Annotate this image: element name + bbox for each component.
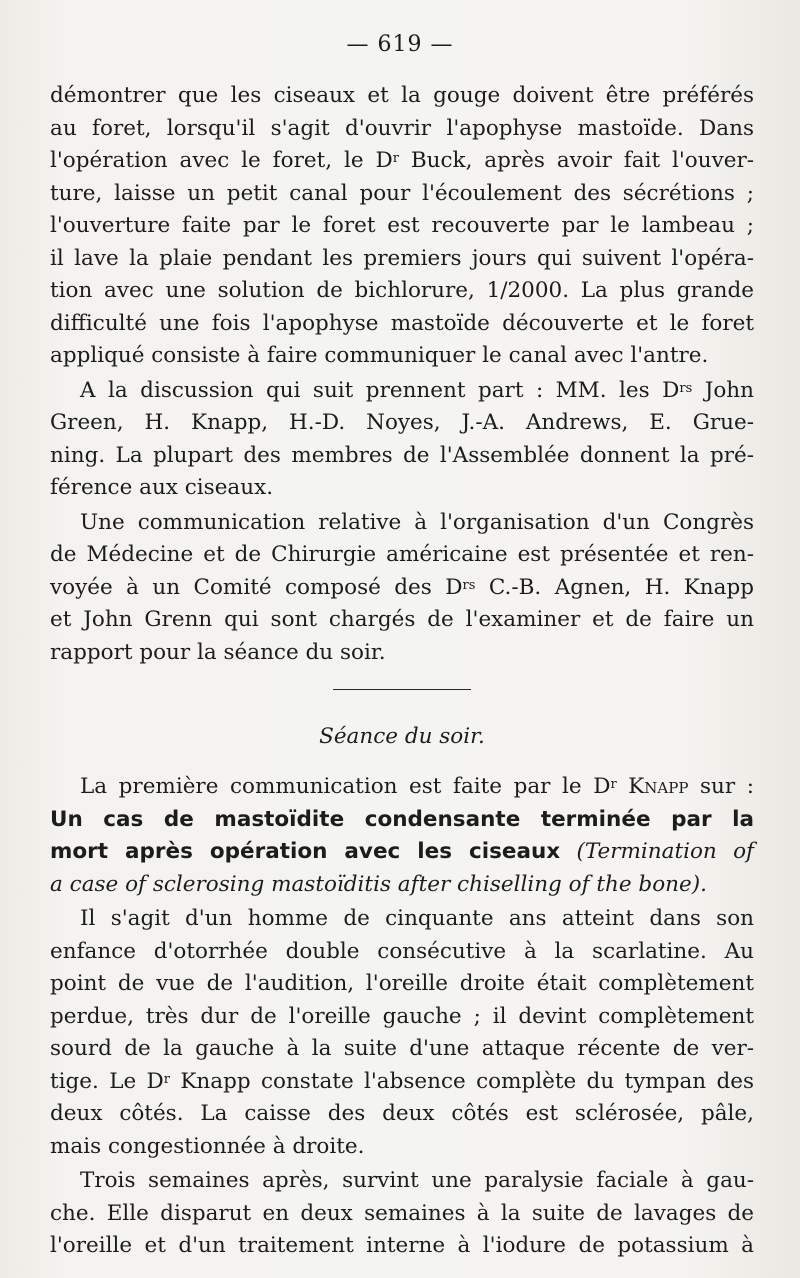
text-line: difficulté une fois l'apophyse mastoïde découverte et le foret bbox=[50, 310, 754, 336]
paragraph-1 bbox=[50, 80, 754, 373]
text-line: mort après opération avec les ciseaux (Termination of bbox=[50, 839, 754, 864]
text-line: a case of sclerosing mastoïditis after chiselling of the bone). bbox=[50, 871, 707, 897]
communication-title: Un cas de mastoïdite condensante terminée par la bbox=[50, 806, 754, 832]
text-line: mais congestionnée à droite. bbox=[50, 1133, 365, 1159]
text-line: point de vue de l'audition, l'oreille droite était complètement bbox=[50, 971, 754, 996]
text-line: l'oreille et d'un traitement interne à l'iodure de potassium à bbox=[50, 1233, 754, 1258]
text-line: appliqué consiste à faire communiquer le canal avec l'antre. bbox=[50, 343, 709, 368]
text-line: férence aux ciseaux. bbox=[50, 475, 274, 500]
paragraph-4 bbox=[50, 771, 754, 901]
section-heading: Séance du soir. bbox=[319, 724, 485, 749]
text-line: rapport pour la séance du soir. bbox=[50, 639, 386, 665]
text-line: voyée à un Comité composé des $D^{rs}$ C.-B. Agnen, H. Knapp bbox=[50, 574, 754, 600]
text-line: che. Elle disparut en deux semaines à la suite de lavages de bbox=[50, 1200, 754, 1226]
text-line: perdue, très dur de l'oreille gauche ; il devint complètement bbox=[50, 1003, 754, 1029]
text-line: ture, laisse un petit canal pour l'écoulement des sécrétions ; bbox=[50, 180, 754, 206]
text-line: Green, H. Knapp, H.-D. Noyes, J.-A. Andrews, E. Grue- bbox=[50, 410, 754, 435]
text-line: sourd de la gauche à la suite d'une attaque récente de ver- bbox=[50, 1036, 754, 1061]
text-line: Trois semaines après, survint une paralysie faciale à gau- bbox=[80, 1168, 754, 1193]
paragraph-6 bbox=[50, 1165, 754, 1263]
text-line: tion avec une solution de bichlorure, 1/2000. La plus grande bbox=[50, 278, 754, 303]
page-number: — 619 — bbox=[346, 32, 454, 57]
paragraph-3 bbox=[50, 507, 754, 670]
text-line: démontrer que les ciseaux et la gouge doivent être préférés bbox=[50, 83, 754, 108]
text-line: il lave la plaie pendant les premiers jours qui suivent l'opéra- bbox=[50, 245, 754, 271]
text-line: l'opération avec le foret, le $D^r$ Buck, après avoir fait l'ouver- bbox=[50, 148, 754, 173]
text-line: l'ouverture faite par le foret est recouverte par le lambeau ; bbox=[50, 213, 754, 238]
text-line: Il s'agit d'un homme de cinquante ans atteint dans son bbox=[80, 906, 754, 931]
text-line: deux côtés. La caisse des deux côtés est sclérosée, pâle, bbox=[50, 1101, 754, 1126]
text-line: et John Grenn qui sont chargés de l'examiner et de faire un bbox=[50, 607, 754, 632]
separator-rule bbox=[333, 689, 471, 690]
text-line: enfance d'otorrhée double consécutive à la scarlatine. Au bbox=[50, 938, 754, 964]
text-line: tige. Le $D^r$ Knapp constate l'absence complète du tympan des bbox=[50, 1068, 754, 1094]
text-line: La première communication est faite par le $D^r$ Knapp sur : bbox=[80, 774, 754, 799]
text-line: ning. La plupart des membres de l'Assemblée donnent la pré- bbox=[50, 442, 754, 468]
text-line: Une communication relative à l'organisation d'un Congrès bbox=[80, 509, 754, 535]
text-line: de Médecine et de Chirurgie américaine est présentée et ren- bbox=[50, 542, 754, 567]
paragraph-2 bbox=[50, 375, 754, 505]
text-line: A la discussion qui suit prennent part : MM. les $D^{rs}$ John bbox=[80, 377, 755, 403]
separator bbox=[50, 669, 754, 721]
text-line: au foret, lorsqu'il s'agit d'ouvrir l'apophyse mastoïde. Dans bbox=[50, 115, 754, 141]
page-body bbox=[50, 80, 754, 1263]
author-name: Knapp bbox=[628, 774, 689, 799]
paragraph-5 bbox=[50, 903, 754, 1163]
